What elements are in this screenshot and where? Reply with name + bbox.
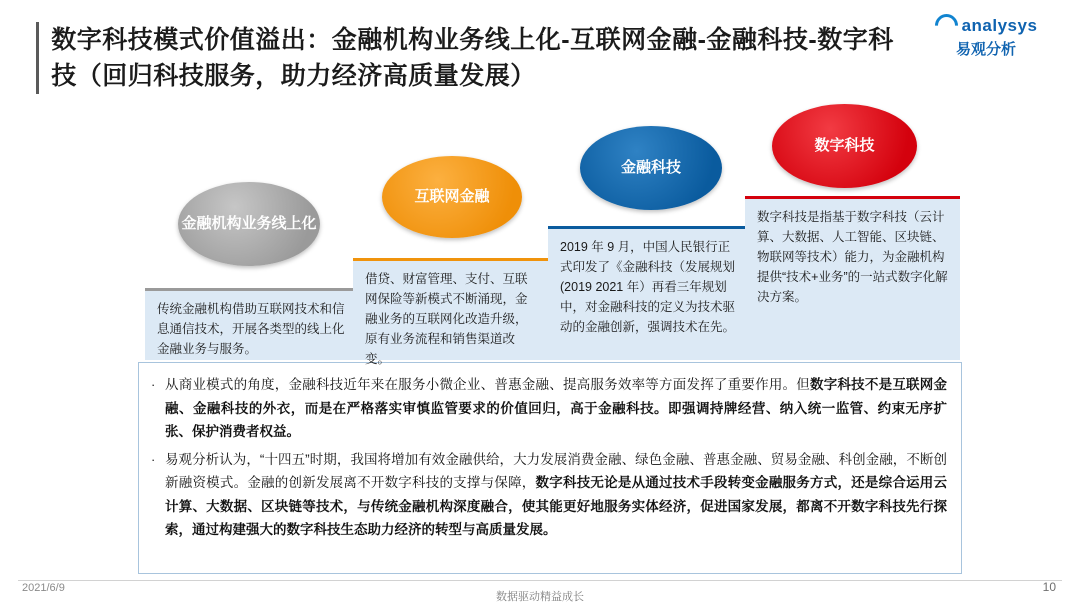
- stage-3-description: 2019 年 9 月，中国人民银行正式印发了《金融科技（发展规划(2019 2021 年）再看三年规划中，对金融科技的定义为技术驱动的金融创新，强调技术在先。: [560, 240, 736, 334]
- stage-1-description: 传统金融机构借助互联网技术和信息通信技术，开展各类型的线上化金融业务与服务。: [157, 302, 345, 356]
- page-title: 数字科技模式价值溢出：金融机构业务线上化-互联网金融-金融科技-数字科技（回归科技服务，助力经济高质量发展）: [51, 26, 894, 90]
- conclusion-bullet-1: [151, 373, 947, 444]
- logo-subtitle: 易观分析: [955, 41, 1016, 58]
- brand-logo: [920, 14, 1052, 59]
- bullet-2-segment-normal: 易观分析认为，“十四五”时期，我国将增加有效金融供给，大力发展消费金融、绿色金融、普惠金融、贸易金融、科创金融，不断创新融资模式。金融的创新发展离不开数字科技的支撑与保障，: [165, 451, 947, 490]
- footer-date: 2021/6/9: [22, 582, 65, 594]
- page-number: 10: [1042, 580, 1056, 594]
- stage-2-description-box: [353, 258, 549, 366]
- conclusion-bullet-2: [151, 448, 947, 542]
- evolution-diagram: [0, 108, 1080, 366]
- logo-wordmark-row: [920, 14, 1052, 37]
- conclusion-bullet-1-text: [165, 373, 947, 444]
- title-accent-bar: [36, 22, 39, 94]
- logo-swirl-icon: [930, 9, 963, 42]
- conclusion-panel: [138, 362, 962, 574]
- bullet-2-segment-bold: 数字科技无论是从通过技术手段转变金融服务方式，还是综合运用云计算、大数据、区块链等技术，与传统金融机构深度融合，使其能更好地服务实体经济，促进国家发展，都离不开数字科技先行探索，通过构建强大的数字科技生态助力经济的转型与高质量发展。: [165, 475, 948, 537]
- conclusion-bullet-2-text: [165, 448, 947, 542]
- logo-wordmark: analysys: [961, 15, 1038, 35]
- stage-2-description: 借贷、财富管理、支付、互联网保险等新模式不断涌现，金融业务的互联网化改造升级，原有业务流程和销售渠道改变。: [365, 272, 528, 366]
- slide-header: [36, 22, 916, 94]
- stage-4-description: 数字科技是指基于数字科技（云计算、大数据、人工智能、区块链、物联网等技术）能力，为金融机构提供“技术+业务”的一站式数字化解决方案。: [757, 210, 948, 304]
- bullet-marker: ·: [151, 451, 156, 467]
- bullet-marker: ·: [151, 377, 156, 392]
- stage-4-description-box: [745, 196, 960, 360]
- stage-3-label: 金融科技: [620, 159, 681, 176]
- stage-2-label: 互联网金融: [414, 188, 490, 205]
- bullet-1-segment-bold: 数字科技不是互联网金融、金融科技的外衣，而是在严格落实审慎监管要求的价值回归，高于金融科技。即强调持牌经营、纳入统一监管、约束无序扩张、保护消费者权益。: [165, 377, 948, 439]
- bullet-1-segment-normal: 从商业模式的角度，金融科技近年来在服务小微企业、普惠金融、提高服务效率等方面发挥了重要作用。但: [165, 377, 810, 392]
- stage-4-label: 数字科技: [814, 137, 875, 154]
- stage-2-bubble: [382, 156, 522, 238]
- stage-1-label: 金融机构业务线上化: [181, 215, 317, 232]
- stage-1-description-box: [145, 288, 357, 360]
- stage-3-bubble: [580, 126, 722, 210]
- stage-4-bubble: [772, 104, 917, 188]
- footer-slogan: 数据驱动精益成长: [496, 591, 584, 603]
- stage-3-description-box: [548, 226, 748, 360]
- footer-divider: [18, 580, 1062, 581]
- stage-1-bubble: [178, 182, 320, 266]
